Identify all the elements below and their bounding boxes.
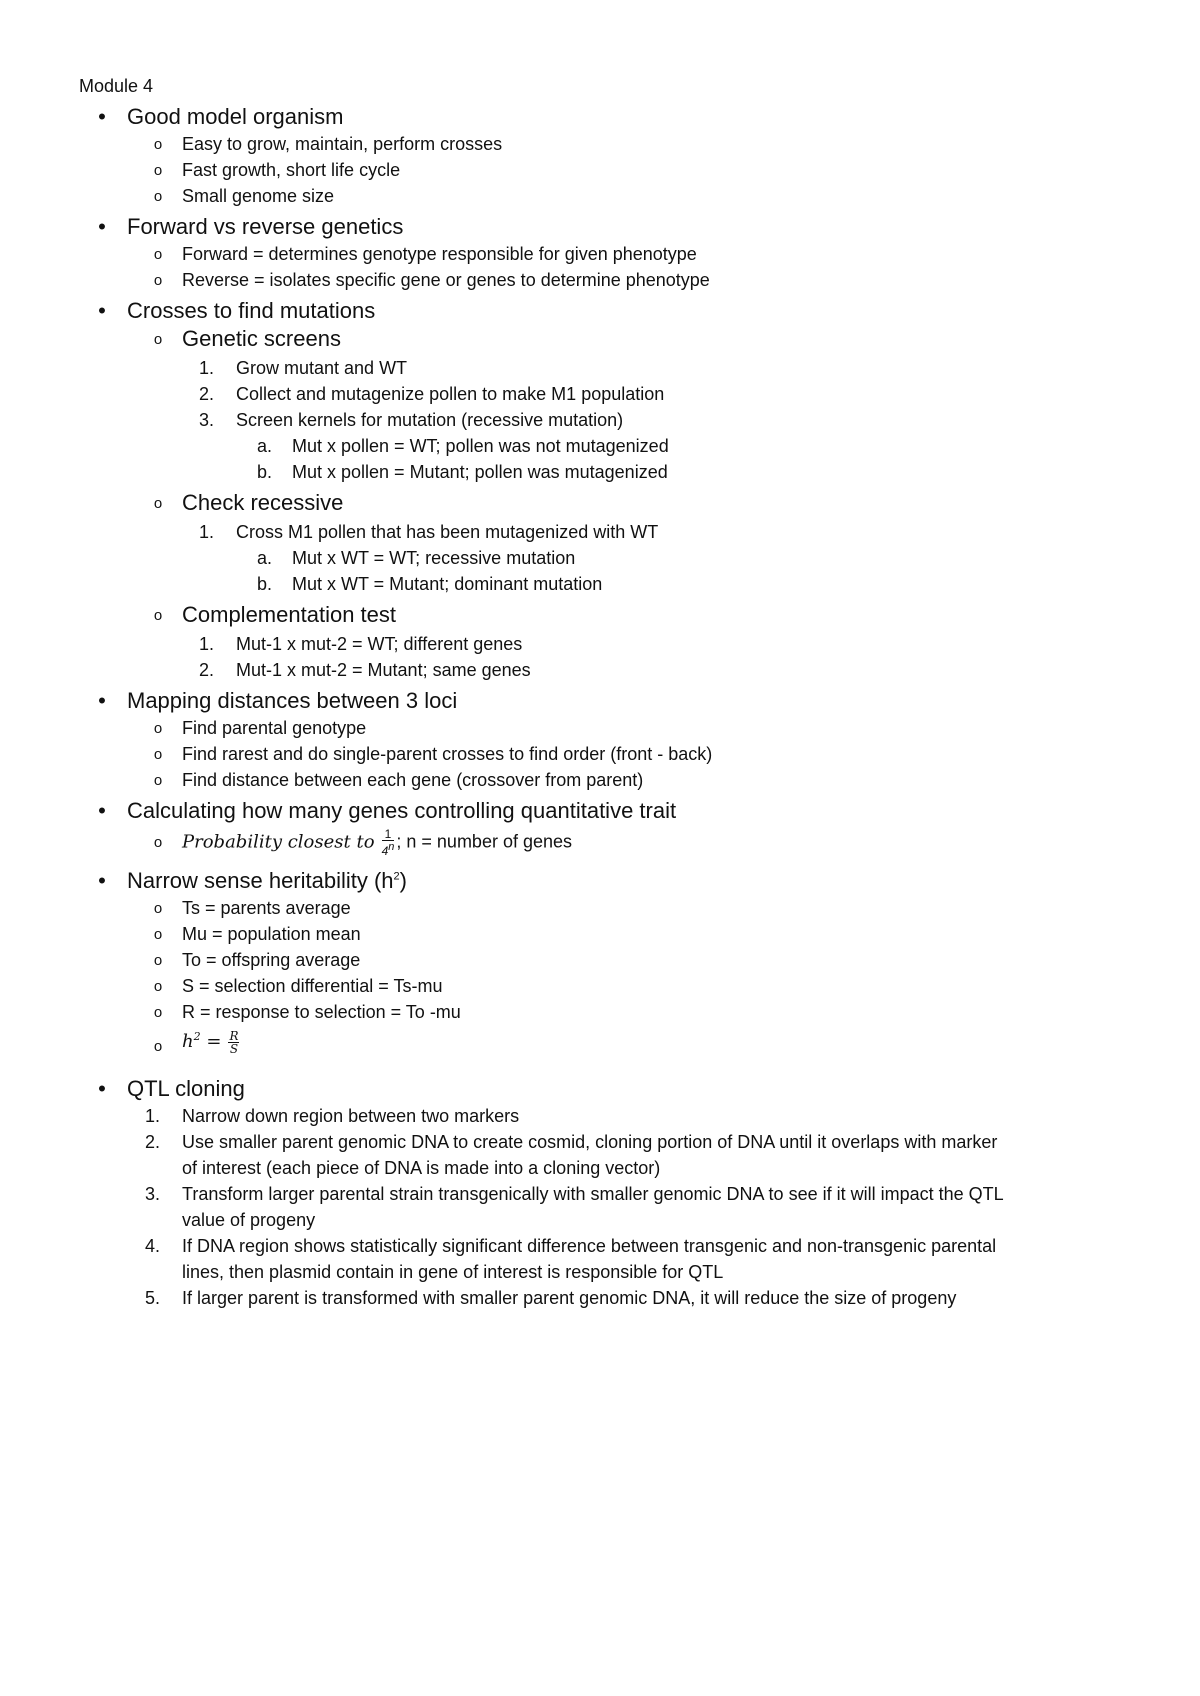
list-item: 1. Grow mutant and WT	[198, 358, 408, 378]
formula-heritability: o $h^2$ = $\frac{R}{S}$	[153, 1029, 239, 1056]
list-item: b. Mut x pollen = Mutant; pollen was mutagenized	[256, 462, 668, 482]
list-item: o Easy to grow, maintain, perform crosses	[153, 134, 503, 154]
list-item: 1. Mut-1 x mut-2 = WT; different genes	[198, 634, 523, 654]
list-item: 4. If DNA region shows statistically significant difference between transgenic and non-transgenic parental	[144, 1236, 997, 1256]
list-item: o Fast growth, short life cycle	[153, 160, 401, 180]
subsection-check-recessive: o Check recessive	[153, 490, 344, 515]
section-heading: Calculating how many genes controlling quantitative trait	[127, 798, 677, 823]
fraction: $\frac{1}{4^n}$	[381, 827, 395, 858]
list-item: o Find rarest and do single-parent crosses to find order (front - back)	[153, 744, 713, 764]
list-item: o Forward = determines genotype responsible for given phenotype	[153, 244, 697, 264]
list-item: 3. Screen kernels for mutation (recessive mutation)	[198, 410, 624, 430]
list-item: o Ts = parents average	[153, 898, 351, 918]
page-title: Module 4	[79, 76, 154, 96]
subsection-complementation: o Complementation test	[153, 602, 396, 627]
list-item: 1. Narrow down region between two markers	[144, 1106, 520, 1126]
section-qtl-cloning: • QTL cloning	[98, 1076, 245, 1101]
list-item: b. Mut x WT = Mutant; dominant mutation	[256, 574, 603, 594]
list-item-continuation: of interest (each piece of DNA is made into a cloning vector)	[182, 1158, 661, 1178]
list-item: 1. Cross M1 pollen that has been mutagenized with WT	[198, 522, 659, 542]
section-heading: QTL cloning	[127, 1076, 245, 1101]
list-item: o R = response to selection = To -mu	[153, 1002, 461, 1022]
list-item: 2. Use smaller parent genomic DNA to create cosmid, cloning portion of DNA until it overlaps with marker	[144, 1132, 998, 1152]
list-item: a. Mut x pollen = WT; pollen was not mutagenized	[256, 436, 669, 456]
section-heritability: • Narrow sense heritability $(h^2)$	[98, 868, 407, 893]
list-item-continuation: value of progeny	[182, 1210, 316, 1230]
section-crosses: • Crosses to find mutations	[98, 298, 376, 323]
list-item: o Find parental genotype	[153, 718, 367, 738]
section-mapping: • Mapping distances between 3 loci	[98, 688, 458, 713]
list-item: a. Mut x WT = WT; recessive mutation	[256, 548, 576, 568]
list-item: o To = offspring average	[153, 950, 361, 970]
list-item-continuation: lines, then plasmid contain in gene of interest is responsible for QTL	[182, 1262, 724, 1282]
section-heading: Crosses to find mutations	[127, 298, 376, 323]
list-item: 3. Transform larger parental strain transgenically with smaller genomic DNA to see if it will impact the QTL	[144, 1184, 1004, 1204]
section-heading: Mapping distances between 3 loci	[127, 688, 458, 713]
section-heading: Forward vs reverse genetics	[127, 214, 404, 239]
list-item: o S = selection differential = Ts-mu	[153, 976, 443, 996]
section-heading: Narrow sense heritability $(h^2)$	[127, 868, 407, 893]
list-item: 5. If larger parent is transformed with smaller parent genomic DNA, it will reduce the size of progeny	[144, 1288, 957, 1308]
formula-probability: o Probability closest to $\frac{1}{4^n}$ ; n = number of genes	[153, 827, 573, 858]
list-item: o Find distance between each gene (crossover from parent)	[153, 770, 644, 790]
section-forward-reverse: • Forward vs reverse genetics	[98, 214, 404, 239]
section-heading: Good model organism	[127, 104, 344, 129]
fraction: $\frac{R}{S}$	[229, 1029, 239, 1056]
list-item: o Reverse = isolates specific gene or genes to determine phenotype	[153, 270, 710, 290]
section-quantitative: • Calculating how many genes controlling quantitative trait	[98, 798, 677, 823]
list-item: o Small genome size	[153, 186, 335, 206]
subsection-genetic-screens: o Genetic screens	[153, 326, 341, 351]
list-item: o Mu = population mean	[153, 924, 361, 944]
list-item: 2. Mut-1 x mut-2 = Mutant; same genes	[198, 660, 531, 680]
bullet: •	[98, 104, 106, 129]
list-item: 2. Collect and mutagenize pollen to make M1 population	[198, 384, 665, 404]
section-good-model-organism	[98, 104, 344, 130]
